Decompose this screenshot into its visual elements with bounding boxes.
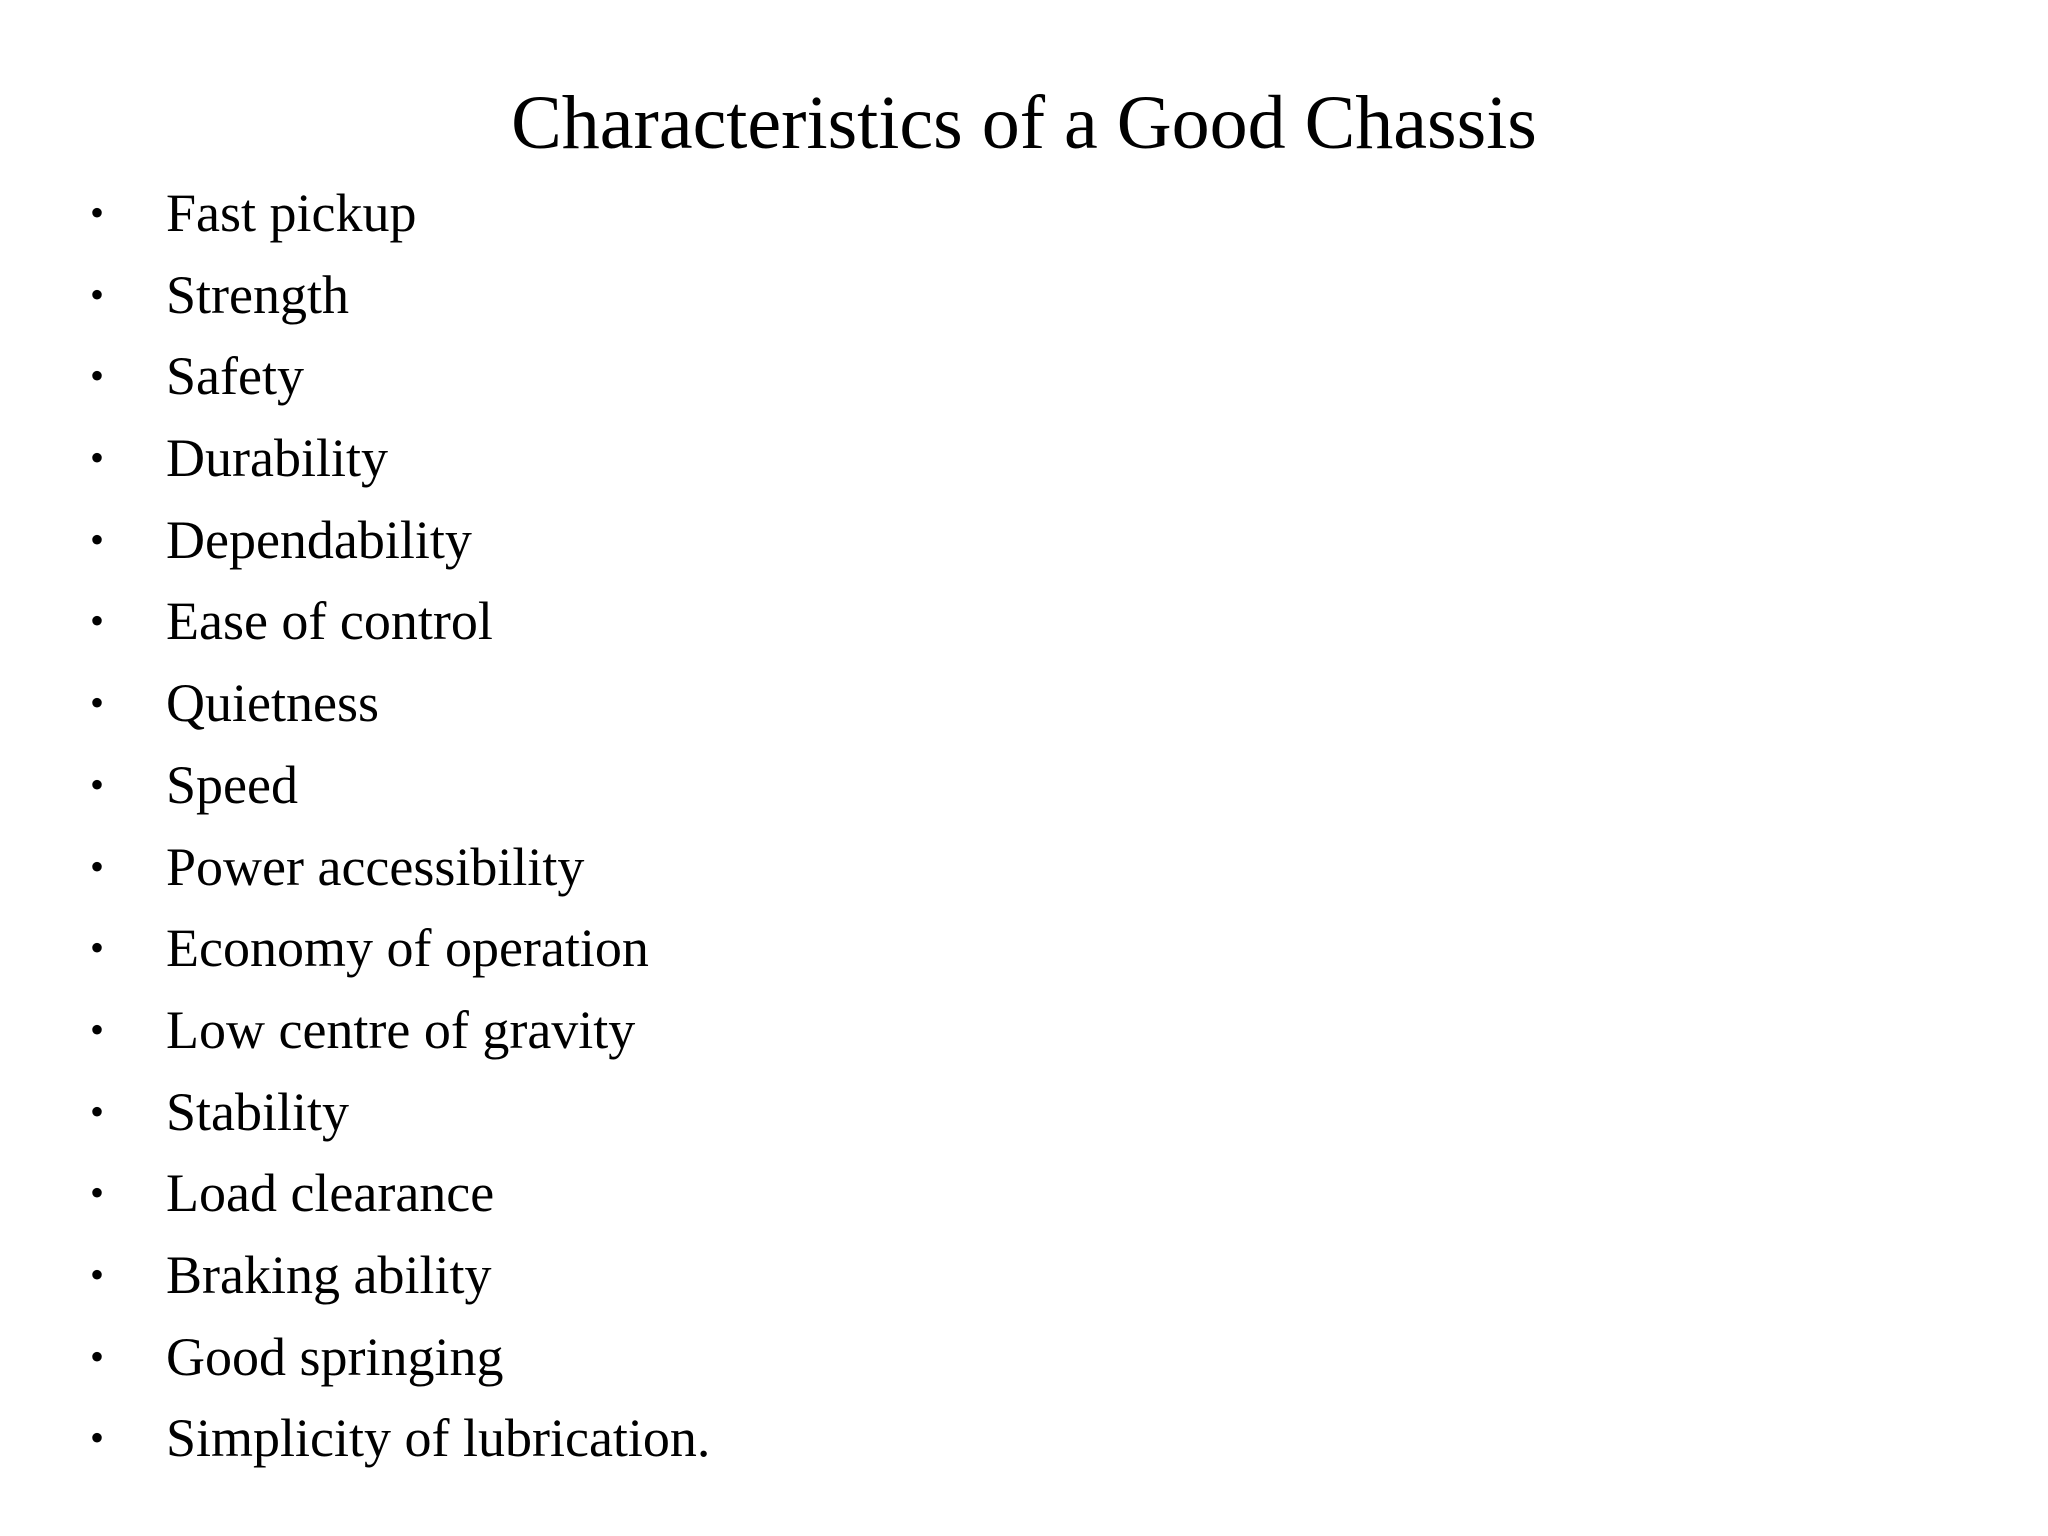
bullet-icon: • xyxy=(90,1170,105,1216)
list-item-text: Low centre of gravity xyxy=(166,999,636,1060)
bullet-icon: • xyxy=(90,680,105,726)
bullet-icon: • xyxy=(90,1251,105,1297)
bullet-icon: • xyxy=(90,1333,105,1379)
bullet-icon: • xyxy=(90,271,105,317)
list-item-text: Quietness xyxy=(166,673,379,734)
list-item-text: Braking ability xyxy=(166,1244,492,1305)
list-item-text: Economy of operation xyxy=(166,918,649,979)
list-item-text: Strength xyxy=(166,264,349,325)
bullet-icon: • xyxy=(90,435,105,481)
bullet-icon: • xyxy=(90,516,105,562)
list-item-text: Power accessibility xyxy=(166,836,585,897)
list-item-text: Ease of control xyxy=(166,591,493,652)
bullet-icon: • xyxy=(90,1415,105,1461)
bullet-icon: • xyxy=(90,1006,105,1052)
bullet-icon: • xyxy=(90,925,105,971)
bullet-icon: • xyxy=(90,353,105,399)
list-item-text: Good springing xyxy=(166,1326,504,1387)
bullet-icon: • xyxy=(90,190,105,235)
bullet-icon: • xyxy=(90,1088,105,1134)
list-item-text: Dependability xyxy=(166,509,472,570)
list-item-text: Stability xyxy=(166,1081,350,1142)
bullet-icon: • xyxy=(90,598,105,644)
bullet-icon: • xyxy=(90,843,105,889)
list-item-text: Speed xyxy=(166,754,298,815)
list-item-text: Load clearance xyxy=(166,1163,495,1224)
list-item-text: Durability xyxy=(166,428,388,489)
slide-title: Characteristics of a Good Chassis xyxy=(511,81,1537,165)
list-item-text: Safety xyxy=(166,346,304,407)
bullet-icon: • xyxy=(90,761,105,807)
list-item-text: Simplicity of lubrication. xyxy=(166,1408,711,1469)
list-item-text: Fast pickup xyxy=(166,183,417,243)
